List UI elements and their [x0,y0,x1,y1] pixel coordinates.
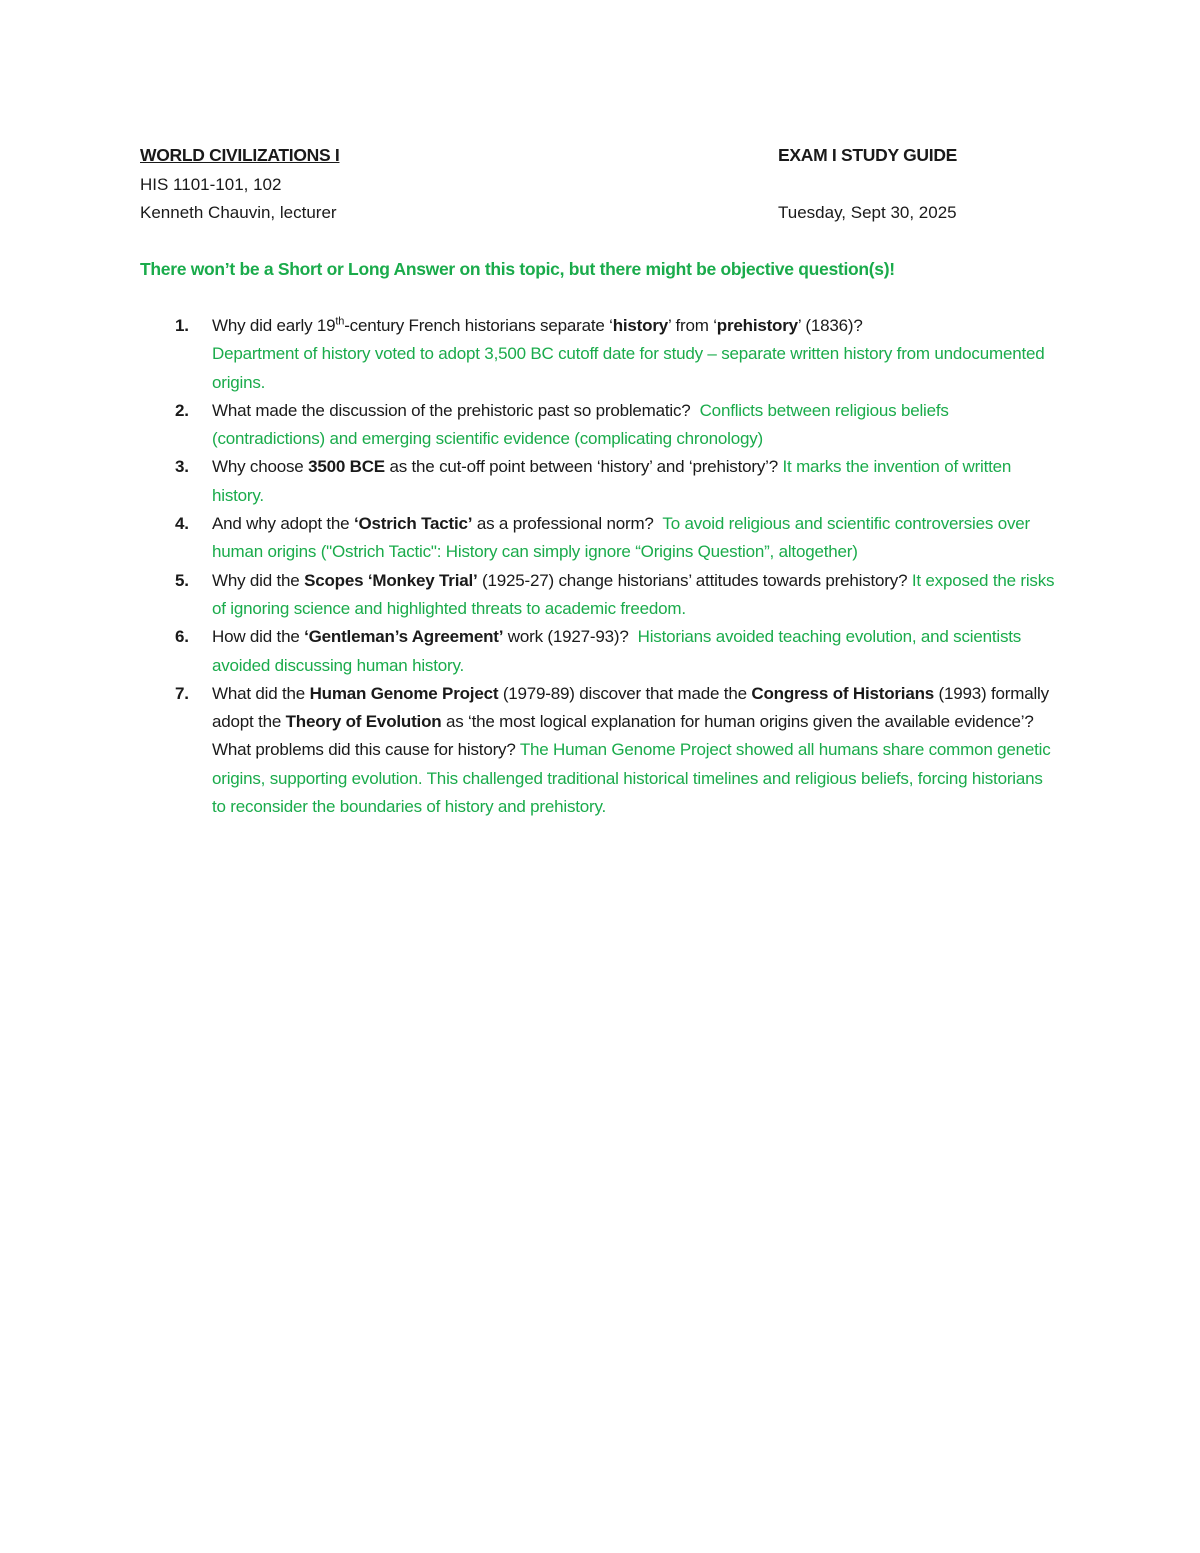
header-course-row [140,174,980,196]
question-text: Why choose 3500 BCE as the cut-off point between ‘history’ and ‘prehistory’? [212,457,778,477]
question-number: 3. [175,457,189,477]
answer-text: Historians avoided teaching evolution, and scientists avoided discussing human history. [212,627,1022,675]
header-instructor-row [140,202,980,224]
course-number: HIS 1101-101, 102 [140,175,282,194]
instructor-name: Kenneth Chauvin, lecturer [140,203,337,222]
question-item-5 [140,567,1060,624]
answer-text: It exposed the risks of ignoring science and highlighted threats to academic freedom. [212,570,1055,618]
question-number: 2. [175,400,189,420]
question-number: 7. [175,683,189,703]
answer-text: To avoid religious and scientific controversies over human origins ("Ostrich Tactic": History can simply ignore “Origins Question”, altogether) [212,514,1030,562]
question-number: 5. [175,570,189,590]
header-title-row [140,144,980,167]
question-item-7 [140,680,1060,821]
question-item-6 [140,623,1060,680]
question-text: How did the ‘Gentleman’s Agreement’ work (1927-93)? [212,627,629,647]
question-list [140,312,1060,821]
question-item-3 [140,453,1060,510]
question-item-1 [140,312,1060,397]
exam-date: Tuesday, Sept 30, 2025 [778,203,957,222]
answer-text: The Human Genome Project showed all humans share common genetic origins, supporting evolution. This challenged traditional historical timelines and religious beliefs, forcing historians to reconsider the boundaries of history and prehistory. [212,740,1051,817]
question-number: 4. [175,514,189,534]
course-title: WORLD CIVILIZATIONS I [140,145,340,165]
answer-text: Department of history voted to adopt 3,500 BC cutoff date for study – separate written history from undocumented origins. [212,344,1045,392]
question-text: What did the Human Genome Project (1979-89) discover that made the Congress of Historians (1993) formally adopt the Theory of Evolution as ‘the most logical explanation for human origins given the available evidence’? What problems did this cause for history? [212,683,1049,760]
question-text: And why adopt the ‘Ostrich Tactic’ as a professional norm? [212,514,654,534]
question-text: What made the discussion of the prehistoric past so problematic? [212,400,691,420]
guide-title: EXAM I STUDY GUIDE [778,145,958,165]
question-number: 1. [175,316,189,335]
question-text: Why did the Scopes ‘Monkey Trial’ (1925-27) change historians’ attitudes towards prehistory? [212,570,908,590]
question-number: 6. [175,627,189,647]
question-item-4 [140,510,1060,567]
answer-text: Conflicts between religious beliefs (contradictions) and emerging scientific evidence (complicating chronology) [212,400,949,449]
answer-text: It marks the invention of written history. [212,457,1012,505]
topic-notice: There won’t be a Short or Long Answer on this topic, but there might be objective question(s)! [140,259,895,279]
question-item-2 [140,397,1060,454]
question-text: Why did early 19th-century French historians separate ‘history’ from ‘prehistory’ (1836)? [212,315,863,335]
